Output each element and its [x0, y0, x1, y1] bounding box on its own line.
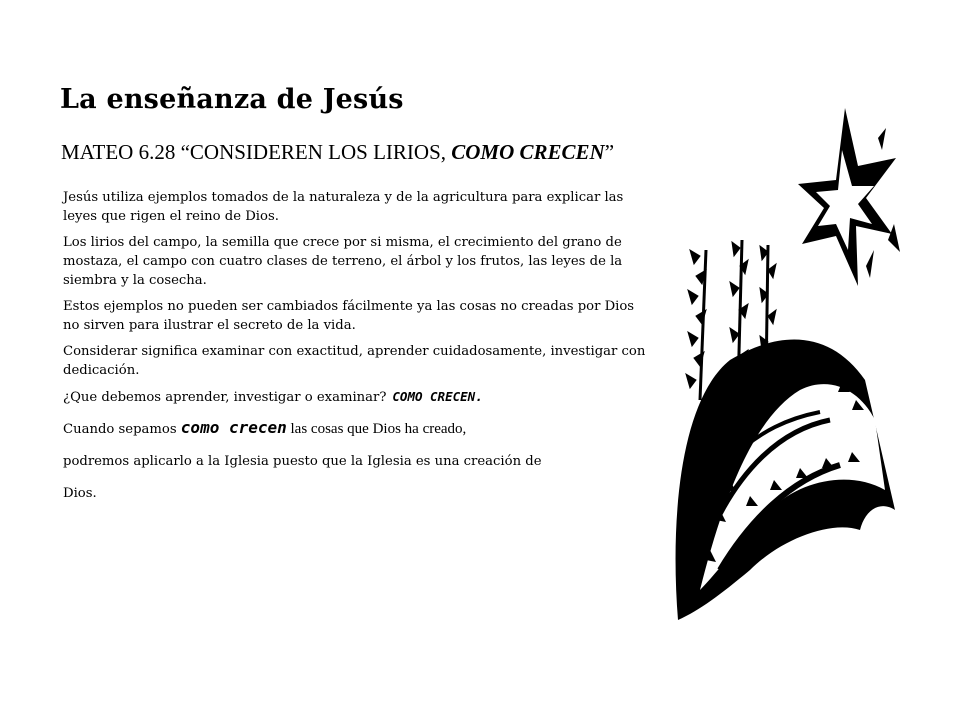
- question-text: ¿Que debemos aprender, investigar o examinar?: [63, 390, 387, 405]
- star-icon: [798, 108, 900, 286]
- body-text: [63, 188, 653, 517]
- closing-line-2: podremos aplicarlo a la Iglesia puesto que la Iglesia es una creación de: [63, 454, 542, 469]
- closing-paragraph: [63, 412, 653, 510]
- scripture-emphasis: COMO CRECEN: [451, 140, 605, 164]
- closing-line-3: Dios.: [63, 486, 97, 501]
- wheat-field-icon: [676, 340, 895, 620]
- scripture-reference-text: MATEO 6.28 “CONSIDEREN LOS LIRIOS,: [61, 140, 452, 164]
- scripture-reference: [61, 140, 614, 165]
- question-line: [63, 387, 653, 407]
- closing-emphasis: como crecen: [180, 418, 287, 437]
- paragraph-ejemplos: Los lirios del campo, la semilla que crece por si misma, el crecimiento del grano de mostaza, el campo con cuatro clases de terreno, el árbol y los frutos, las leyes de la siembra y la cosecha.: [63, 235, 623, 288]
- slide-title: La enseñanza de Jesús: [60, 84, 404, 115]
- paragraph-no-cambiados: Estos ejemplos no pueden ser cambiados fácilmente ya las cosas no creadas por Dios no sirven para ilustrar el secreto de la vida.: [63, 299, 635, 333]
- paragraph-considerar: Considerar significa examinar con exactitud, aprender cuidadosamente, investigar con dedicación.: [63, 344, 646, 378]
- closing-middle: las cosas que Dios ha creado,: [286, 421, 467, 437]
- closing-prefix: Cuando sepamos: [63, 422, 181, 437]
- scripture-closing-quote: ”: [604, 140, 615, 164]
- star-and-wheat-field-illustration: [660, 100, 900, 630]
- paragraph-naturaleza: Jesús utiliza ejemplos tomados de la naturaleza y de la agricultura para explicar las leyes que rigen el reino de Dios.: [63, 190, 624, 224]
- question-emphasis: COMO CRECEN.: [392, 389, 483, 404]
